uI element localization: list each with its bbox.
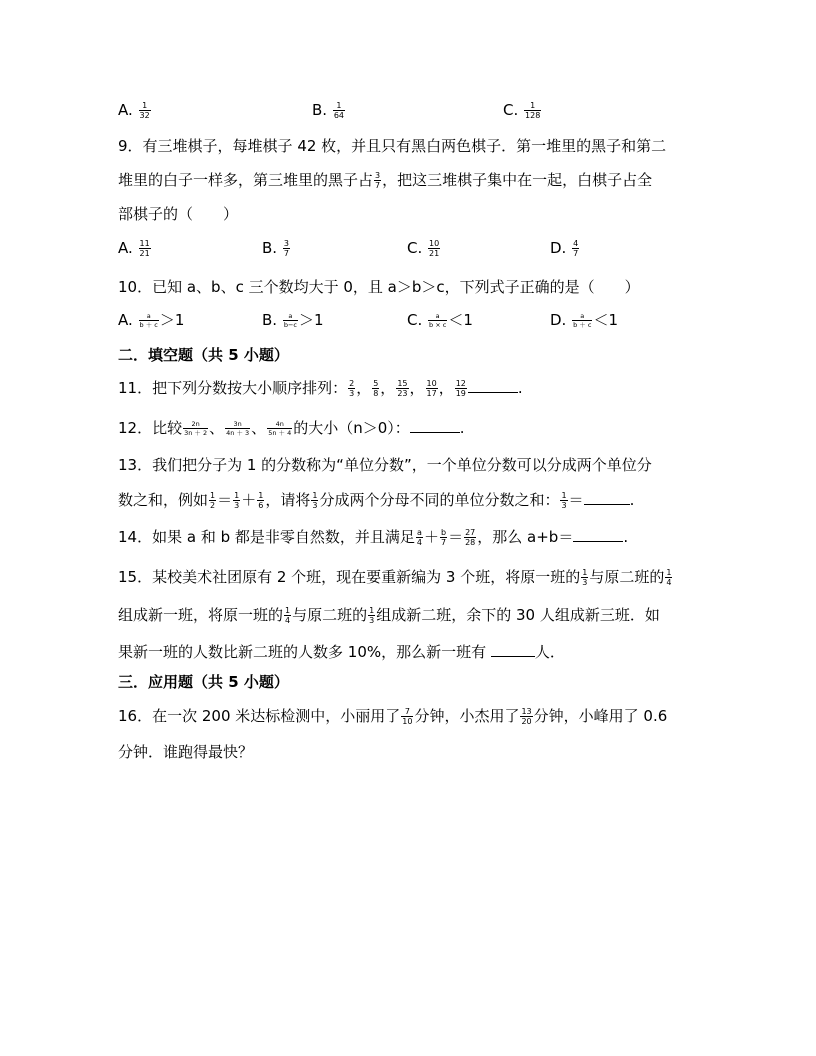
- q9-line-3: 部棋子的（ ）: [118, 205, 239, 223]
- q16-text: 16．在一次 200 米达标检测中，小丽用了: [118, 707, 401, 725]
- fraction: [560, 491, 567, 510]
- numerator: 27: [465, 528, 476, 537]
- fraction: [368, 606, 375, 625]
- denominator: 21: [429, 249, 440, 258]
- q10-option-c[interactable]: [407, 310, 473, 330]
- answer-blank[interactable]: [491, 642, 535, 657]
- q9-option-d[interactable]: [550, 238, 580, 258]
- q13-text: ，请将: [265, 491, 311, 509]
- denominator: 4: [416, 538, 422, 547]
- denominator: 5n ＋ 4: [268, 429, 292, 437]
- denominator: 3n ＋ 2: [184, 429, 208, 437]
- numerator: 7: [404, 707, 410, 716]
- section-heading-application: 三．应用题（共 5 小题）: [118, 673, 289, 691]
- fraction: [267, 420, 292, 437]
- fraction: [372, 379, 379, 398]
- equals: ＝: [217, 491, 233, 509]
- fraction: [455, 379, 467, 398]
- option-label: B.: [262, 311, 278, 329]
- q15-line-3: [118, 642, 565, 662]
- denominator: 3: [582, 578, 588, 587]
- fraction: [225, 420, 250, 437]
- separator: 、: [209, 419, 225, 437]
- q10-text: 10．已知 a、b、c 三个数均大于 0，且 a＞b＞c，下列式子正确的是（ ）: [118, 278, 640, 296]
- denominator: 7: [440, 538, 447, 547]
- fraction: [233, 491, 240, 510]
- q16-text: 分钟，小杰用了: [414, 707, 520, 725]
- answer-blank[interactable]: [468, 378, 518, 393]
- numerator: 1: [336, 101, 342, 110]
- q10-option-b[interactable]: [262, 310, 324, 330]
- numerator: 2n: [191, 420, 200, 428]
- q12-text: 的大小（n＞0）：: [293, 419, 410, 437]
- section-heading-fill-in: 二．填空题（共 5 小题）: [118, 346, 289, 364]
- q15-text: 果新一班的人数比新二班的人数多 10%，那么新一班有: [118, 643, 491, 661]
- denominator: 19: [455, 389, 466, 398]
- option-label: A.: [118, 101, 133, 119]
- denominator: b ＋ c: [139, 321, 158, 329]
- fraction: [524, 101, 541, 120]
- numerator: 1: [142, 101, 148, 110]
- q14-text: ，那么 a+b＝: [477, 528, 574, 546]
- fraction: [139, 239, 151, 258]
- q9-option-a[interactable]: [118, 238, 152, 258]
- q12-text: 12．比较: [118, 419, 183, 437]
- fraction: [440, 528, 447, 547]
- q16-text: 分钟，小峰用了 0.6: [533, 707, 668, 725]
- denominator: 3: [561, 501, 567, 510]
- option-label: C.: [407, 239, 423, 257]
- numerator: 1: [369, 606, 375, 615]
- q9-line-2: [118, 170, 652, 190]
- fraction: [283, 312, 298, 329]
- fraction: [284, 606, 291, 625]
- numerator: 3: [375, 171, 381, 180]
- q11-text: 11．把下列分数按大小顺序排列：: [118, 379, 348, 397]
- denominator: 8: [373, 389, 379, 398]
- denominator: 4: [666, 578, 672, 587]
- q16-line-1: [118, 706, 667, 726]
- numerator: 1: [234, 491, 240, 500]
- q15-text: 组成新二班，余下的 30 人组成新三班．如: [376, 606, 660, 624]
- q8-option-c[interactable]: [503, 100, 542, 120]
- numerator: a: [416, 528, 422, 537]
- period: .: [517, 379, 523, 397]
- fraction: [257, 491, 264, 510]
- denominator: 21: [139, 249, 150, 258]
- denominator: b ＋ c: [573, 321, 592, 329]
- denominator: 3: [369, 616, 375, 625]
- denominator: 10: [402, 717, 413, 726]
- period: .: [623, 528, 629, 546]
- q15-line-1: [118, 567, 673, 587]
- q13-line-2: [118, 490, 634, 510]
- fraction: [183, 420, 208, 437]
- denominator: 3: [234, 501, 240, 510]
- separator: ，: [438, 379, 454, 397]
- q9-option-c[interactable]: [407, 238, 441, 258]
- q16-line-2: 分钟．谁跑得最快？: [118, 743, 254, 761]
- answer-blank[interactable]: [410, 418, 460, 433]
- numerator: 1: [561, 491, 567, 500]
- numerator: 1: [530, 101, 536, 110]
- denominator: 7: [283, 249, 289, 258]
- q9-line-1: 9．有三堆棋子，每堆棋子 42 枚，并且只有黑白两色棋子．第一堆里的黑子和第二: [118, 137, 667, 155]
- numerator: 2: [349, 379, 355, 388]
- numerator: a: [580, 312, 585, 320]
- denominator: 6: [258, 501, 264, 510]
- fraction: [581, 568, 588, 587]
- numerator: 1: [258, 491, 264, 500]
- separator: ，: [356, 379, 372, 397]
- fraction: [520, 707, 532, 726]
- option-label: C.: [407, 311, 423, 329]
- q15-text: 15．某校美术社团原有 2 个班，现在要重新编为 3 个班，将原一班的: [118, 568, 581, 586]
- q9-option-b[interactable]: [262, 238, 291, 258]
- relation: ＞1: [159, 311, 185, 329]
- numerator: 4n: [275, 420, 284, 428]
- numerator: 15: [397, 379, 408, 388]
- numerator: a: [288, 312, 293, 320]
- denominator: 4: [285, 616, 291, 625]
- denominator: b × c: [429, 321, 447, 329]
- numerator: 11: [139, 239, 150, 248]
- numerator: 10: [429, 239, 440, 248]
- q13-text: 分成两个分母不同的单位分数之和：: [319, 491, 560, 509]
- numerator: a: [146, 312, 151, 320]
- separator: 、: [251, 419, 267, 437]
- numerator: 1: [312, 491, 318, 500]
- fraction: [416, 528, 423, 547]
- q10-option-d[interactable]: [550, 310, 618, 330]
- denominator: 20: [521, 717, 532, 726]
- fraction: [401, 707, 413, 726]
- equals: ＝: [448, 528, 464, 546]
- q9-text: 堆里的白子一样多，第三堆里的黑子占: [118, 171, 374, 189]
- numerator: b: [440, 528, 447, 537]
- denominator: 28: [465, 538, 476, 547]
- fraction: [665, 568, 672, 587]
- fraction: [426, 379, 438, 398]
- q15-text: 与原二班的: [292, 606, 368, 624]
- q11: [118, 378, 523, 398]
- denominator: 4n ＋ 3: [226, 429, 250, 437]
- denominator: 23: [397, 389, 408, 398]
- option-label: B.: [312, 101, 328, 119]
- fraction: [396, 379, 408, 398]
- denominator: 3: [349, 389, 355, 398]
- q12: [118, 418, 465, 438]
- option-label: A.: [118, 239, 133, 257]
- numerator: 1: [666, 568, 672, 577]
- denominator: 64: [333, 111, 345, 120]
- relation: ＜1: [448, 311, 473, 329]
- numerator: 4: [573, 239, 579, 248]
- q15-text: 人．: [534, 643, 565, 661]
- q15-text: 组成新一班，将原一班的: [118, 606, 284, 624]
- numerator: 5: [373, 379, 379, 388]
- denominator: 17: [426, 389, 437, 398]
- q14: [118, 527, 628, 547]
- option-label: D.: [550, 311, 567, 329]
- denominator: 128: [525, 111, 541, 120]
- q8-option-b[interactable]: [312, 100, 346, 120]
- option-label: C.: [503, 101, 519, 119]
- option-label: A.: [118, 311, 133, 329]
- fraction: [283, 239, 290, 258]
- plus: ＋: [241, 491, 257, 509]
- numerator: 1: [210, 491, 216, 500]
- separator: ，: [409, 379, 425, 397]
- q10-option-a[interactable]: [118, 310, 184, 330]
- fraction: [374, 171, 381, 190]
- denominator: 32: [139, 111, 150, 120]
- fraction: [139, 312, 159, 329]
- numerator: 3: [283, 239, 289, 248]
- relation: ＞1: [299, 311, 324, 329]
- fraction: [572, 312, 592, 329]
- fraction: [311, 491, 318, 510]
- answer-blank[interactable]: [584, 490, 630, 505]
- q13-line-1: 13．我们把分子为 1 的分数称为“单位分数”，一个单位分数可以分成两个单位分: [118, 456, 652, 474]
- denominator: 2: [210, 501, 216, 510]
- q8-option-a[interactable]: [118, 100, 152, 120]
- equals: ＝: [568, 491, 584, 509]
- numerator: 1: [582, 568, 588, 577]
- relation: ＜1: [593, 311, 618, 329]
- numerator: 3n: [233, 420, 242, 428]
- period: .: [629, 491, 635, 509]
- q14-text: 14．如果 a 和 b 都是非零自然数，并且满足: [118, 528, 415, 546]
- period: .: [459, 419, 465, 437]
- fraction: [464, 528, 476, 547]
- option-label: D.: [550, 239, 567, 257]
- denominator: 7: [573, 249, 579, 258]
- fraction: [428, 239, 440, 258]
- denominator: 3: [312, 501, 318, 510]
- option-label: B.: [262, 239, 278, 257]
- fraction: [572, 239, 579, 258]
- numerator: 1: [285, 606, 291, 615]
- fraction: [209, 491, 216, 510]
- fraction: [333, 101, 345, 120]
- numerator: a: [435, 312, 440, 320]
- denominator: 7: [375, 181, 381, 190]
- fraction: [348, 379, 355, 398]
- fraction: [139, 101, 151, 120]
- numerator: 13: [521, 707, 532, 716]
- answer-blank[interactable]: [573, 527, 623, 542]
- q9-text: ，把这三堆棋子集中在一起，白棋子占全: [382, 171, 653, 189]
- q15-line-2: [118, 605, 660, 625]
- denominator: b−c: [283, 321, 297, 329]
- fraction: [428, 312, 447, 329]
- q15-text: 与原二班的: [589, 568, 665, 586]
- separator: ，: [380, 379, 396, 397]
- q13-text: 数之和，例如: [118, 491, 209, 509]
- plus: ＋: [423, 528, 439, 546]
- numerator: 10: [426, 379, 437, 388]
- numerator: 12: [455, 379, 466, 388]
